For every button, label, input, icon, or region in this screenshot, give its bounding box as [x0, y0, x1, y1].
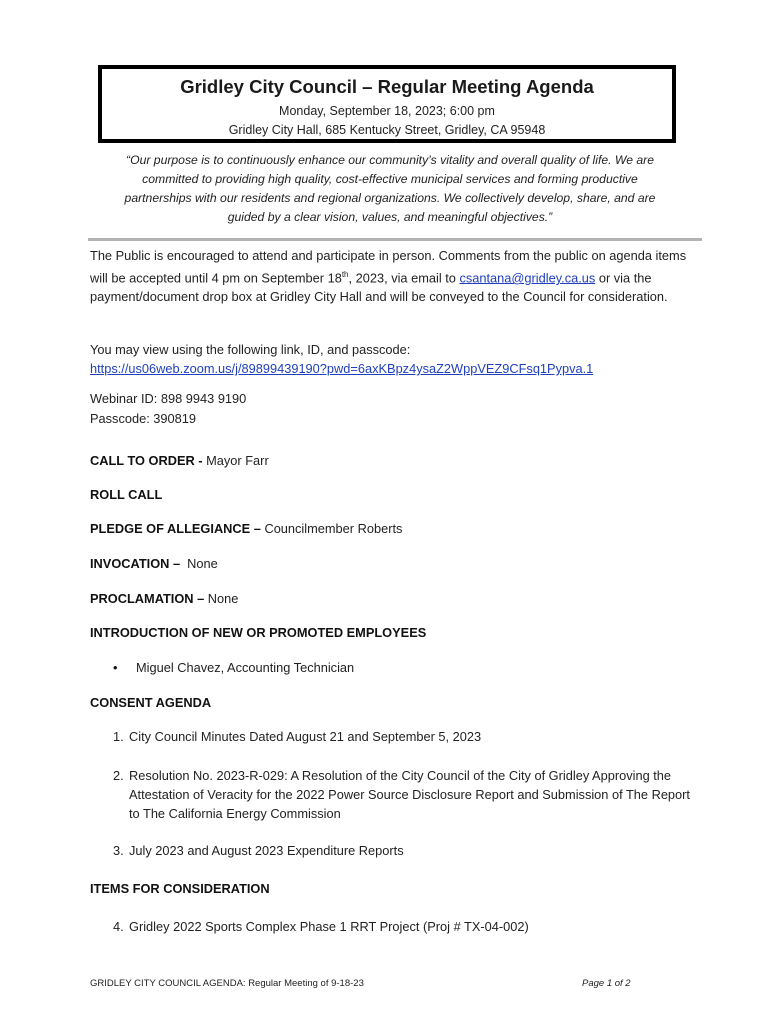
invocation-value: None	[180, 556, 218, 571]
item-number: 1.	[113, 729, 124, 744]
pledge	[90, 519, 402, 538]
consent-item: City Council Minutes Dated August 21 and September 5, 2023	[129, 729, 482, 744]
employee-item: Miguel Chavez, Accounting Technician	[136, 660, 355, 675]
divider	[88, 238, 702, 241]
meeting-location: Gridley City Hall, 685 Kentucky Street, Gridley, CA 95948	[228, 123, 546, 137]
footer-title: GRIDLEY CITY COUNCIL AGENDA: Regular Meeting of 9-18-23	[90, 978, 364, 989]
proclamation-label: PROCLAMATION –	[90, 591, 205, 606]
consideration-item: Gridley 2022 Sports Complex Phase 1 RRT Project (Proj # TX-04-002)	[129, 919, 529, 934]
ordinal-suffix: th	[341, 270, 349, 279]
introduction-heading	[90, 623, 426, 642]
email-link[interactable]: csantana@gridley.ca.us	[459, 270, 596, 286]
roll-call-label: ROLL CALL	[90, 487, 163, 502]
mission-line: partnerships with our residents and regional organizations. We collectively develop, share, and are	[124, 191, 656, 205]
invocation	[90, 554, 218, 573]
mission-line: guided by a clear vision, values, and meaningful objectives.”	[227, 210, 553, 224]
consideration-heading	[90, 879, 270, 898]
proclamation	[90, 589, 238, 608]
consent-item: July 2023 and August 2023 Expenditure Reports	[129, 843, 404, 858]
page-number: Page 1 of 2	[582, 978, 631, 989]
introduction-label: INTRODUCTION OF NEW OR PROMOTED EMPLOYEES	[90, 625, 427, 640]
passcode: Passcode: 390819	[90, 411, 197, 426]
call-to-order-value: Mayor Farr	[202, 453, 269, 468]
item-number: 2.	[113, 768, 124, 783]
mission-statement	[90, 151, 690, 227]
roll-call	[90, 485, 162, 504]
consent-item: Resolution No. 2023-R-029: A Resolution of the City Council of the City of Gridley Approving the Attestation of Veracity for the 2022 Power Source Disclosure Report and Submission of The Report to The California Energy Commission	[129, 768, 690, 821]
pledge-value: Councilmember Roberts	[260, 521, 403, 536]
pledge-label: PLEDGE OF ALLEGIANCE –	[90, 521, 261, 536]
public-comment-text-3: or via the payment/document drop box at Gridley City Hall and will be conveyed to the Council for consideration.	[90, 270, 668, 305]
invocation-label: INVOCATION –	[90, 556, 181, 571]
public-comment-text-2: , 2023, via email to	[348, 270, 460, 286]
call-to-order	[90, 451, 269, 470]
page-title: Gridley City Council – Regular Meeting Agenda	[180, 76, 594, 97]
proclamation-value: None	[204, 591, 239, 606]
consent-label: CONSENT AGENDA	[90, 695, 212, 710]
consent-heading	[90, 693, 211, 712]
mission-line: “Our purpose is to continuously enhance our community’s vitality and overall quality of life. We are	[126, 153, 654, 167]
zoom-link[interactable]: https://us06web.zoom.us/j/89899439190?pwd=6axKBpz4ysaZ2WppVEZ9CFsq1Pypva.1	[90, 361, 594, 376]
bullet-icon: •	[113, 660, 118, 675]
zoom-intro: You may view using the following link, ID, and passcode:	[90, 342, 411, 357]
webinar-id: Webinar ID: 898 9943 9190	[90, 391, 247, 406]
item-number: 4.	[113, 919, 124, 934]
consideration-label: ITEMS FOR CONSIDERATION	[90, 881, 270, 896]
call-to-order-label: CALL TO ORDER -	[90, 453, 203, 468]
title-box	[98, 65, 676, 143]
item-number: 3.	[113, 843, 124, 858]
public-comment-text: The Public is encouraged to attend and participate in person. Comments from the public on agenda items will be accepted until 4 pm on September 18	[90, 248, 687, 286]
mission-line: committed to providing high quality, cost-effective municipal services and forming productive	[142, 172, 638, 186]
meeting-date: Monday, September 18, 2023; 6:00 pm	[279, 104, 495, 118]
public-comment-paragraph	[90, 246, 705, 306]
